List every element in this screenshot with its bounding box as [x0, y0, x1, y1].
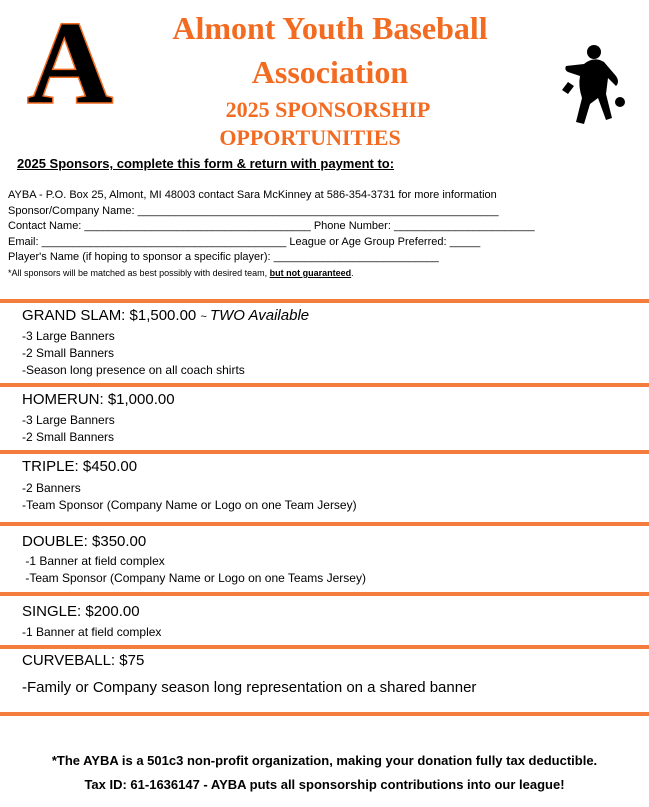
tier-grand-slam-items	[22, 328, 245, 379]
tier-item: -1 Banner at field complex	[22, 554, 165, 568]
phone-label: Phone Number:	[313, 220, 391, 232]
tier-item: -2 Small Banners	[22, 430, 115, 444]
tier-homerun	[22, 391, 175, 408]
tier-item: -2 Small Banners	[22, 346, 115, 360]
section-divider	[0, 522, 649, 526]
section-divider	[0, 450, 649, 454]
match-note	[8, 266, 628, 282]
tier-item: -3 Large Banners	[22, 413, 115, 427]
tier-title: SINGLE: $200.00	[22, 603, 140, 620]
tier-homerun-items	[22, 412, 115, 446]
tier-item: -1 Banner at field complex	[22, 625, 162, 639]
page-subtitle: 2025 SPONSORSHIP	[225, 97, 431, 122]
tier-triple	[22, 458, 137, 475]
tier-title: HOMERUN: $1,000.00	[22, 391, 175, 408]
section-divider	[0, 383, 649, 387]
email-label: Email:	[8, 235, 39, 248]
tier-grand-slam	[22, 307, 309, 324]
tier-item: -Team Sponsor (Company Name or Logo on one Team Jersey)	[22, 498, 357, 512]
footer-tax-note: *The AYBA is a 501c3 non-profit organization, making your donation fully tax deductible.	[51, 753, 598, 768]
tier-item: -Season long presence on all coach shirts	[22, 363, 245, 377]
section-divider	[0, 712, 649, 716]
footer-tax-id: Tax ID: 61-1636147 - AYBA puts all sponsorship contributions into our league!	[84, 777, 565, 792]
tier-single-items	[22, 624, 161, 641]
tier-double-items	[22, 553, 366, 587]
league-label: League or Age Group Preferred:	[289, 235, 447, 248]
page-subtitle-line2: OPPORTUNITIES	[219, 125, 401, 150]
tier-item: -Family or Company season long representation on a shared banner	[22, 679, 477, 696]
tier-title: DOUBLE: $350.00	[22, 533, 147, 550]
tier-availability: TWO Available	[209, 307, 310, 324]
section-divider	[0, 592, 649, 596]
note-emphasis: but not guaranteed	[269, 267, 352, 278]
logo-letter: A	[27, 8, 113, 110]
tier-title: GRAND SLAM: $1,500.00	[22, 307, 197, 324]
tier-item: -2 Banners	[22, 481, 81, 495]
tier-item: -Team Sponsor (Company Name or Logo on one Teams Jersey)	[22, 571, 366, 585]
address-line: AYBA - P.O. Box 25, Almont, MI 48003 contact Sara McKinney at 586-354-3731 for more information	[8, 189, 497, 201]
instructions-heading: 2025 Sponsors, complete this form & return with payment to:	[17, 156, 395, 171]
sponsor-form	[8, 188, 628, 281]
email-field[interactable]: Email: ________________________________________ League or Age Group Preferred: _____	[8, 235, 481, 248]
page-title: Almont Youth Baseball	[172, 10, 488, 46]
contact-label: Contact Name:	[8, 220, 82, 232]
tier-double	[22, 533, 146, 550]
player-label: Player's Name (if hoping to sponsor a specific player):	[8, 251, 271, 263]
section-divider	[0, 645, 649, 649]
tier-item: -3 Large Banners	[22, 329, 115, 343]
tier-title: CURVEBALL: $75	[22, 652, 145, 669]
tier-curveball-items	[22, 679, 476, 696]
tier-triple-items	[22, 480, 357, 514]
tier-single	[22, 603, 140, 620]
page-title-line2: Association	[251, 54, 409, 90]
company-label: Sponsor/Company Name:	[8, 204, 135, 217]
contact-field[interactable]: Contact Name: _____________________________________ Phone Number: _______________________	[8, 220, 535, 232]
note-end: .	[351, 267, 354, 278]
baseball-pitcher-icon	[558, 42, 630, 128]
company-field[interactable]: Sponsor/Company Name: ___________________________________________________________	[8, 204, 499, 217]
player-field[interactable]: Player's Name (if hoping to sponsor a specific player): ___________________________	[8, 251, 439, 263]
note-text: *All sponsors will be matched as best possibly with desired team,	[8, 267, 270, 278]
section-divider	[0, 299, 649, 303]
tier-title: TRIPLE: $450.00	[22, 458, 138, 475]
tier-separator: ~	[200, 311, 210, 323]
tier-curveball	[22, 652, 144, 669]
